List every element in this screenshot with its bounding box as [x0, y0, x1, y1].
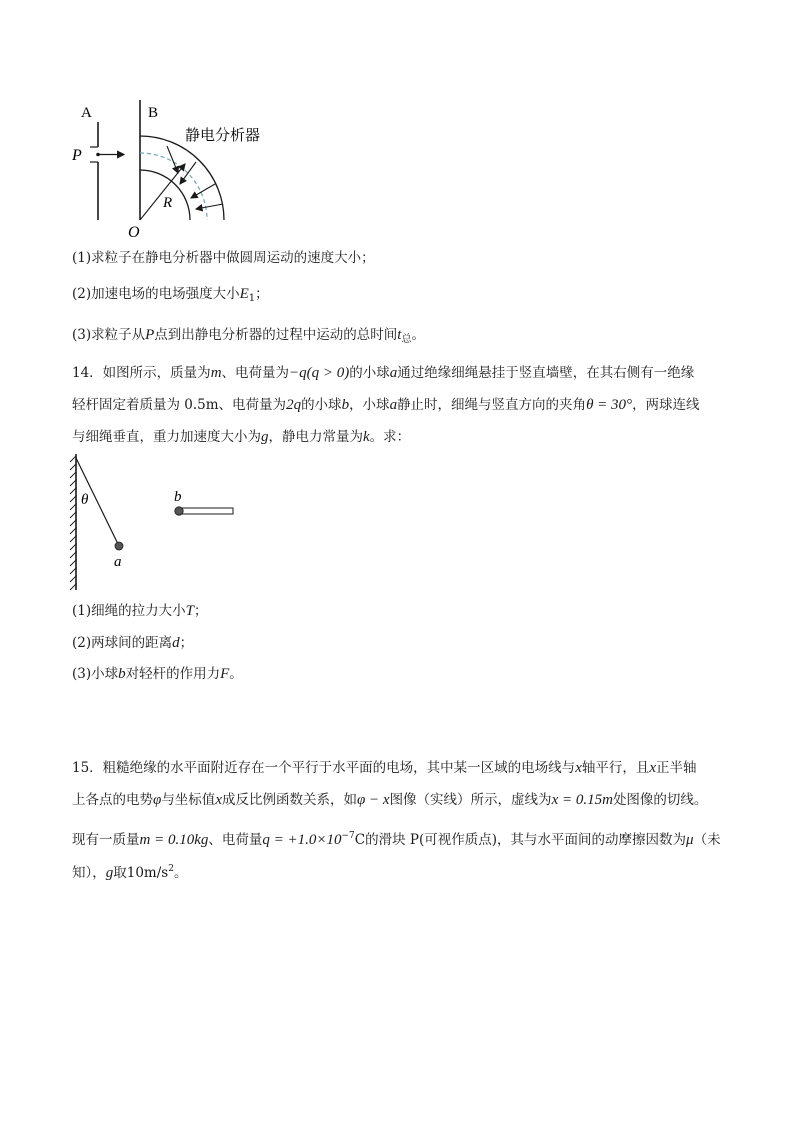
- label-ball-a: a: [114, 554, 122, 570]
- hanging-ball-figure: [66, 452, 246, 594]
- label-p: P: [72, 147, 82, 164]
- q14-part1: (1)细绳的拉力大小T；: [72, 603, 208, 619]
- q13-part1: (1)求粒子在静电分析器中做圆周运动的速度大小；: [72, 250, 375, 266]
- label-o: O: [128, 224, 140, 240]
- q14-part3: (3)小球b对轻杆的作用力F。: [72, 666, 243, 682]
- ball-b: [175, 507, 183, 515]
- label-r: R: [163, 195, 173, 211]
- analyzer-label: 静电分析器: [185, 126, 261, 144]
- label-b: B: [148, 105, 159, 121]
- q13-part3: (3)求粒子从P点到出静电分析器的过程中运动的总时间$t_总$。: [72, 327, 425, 345]
- q14-line3: 与细绳垂直，重力加速度大小为g，静电力常量为k。求：: [72, 429, 411, 445]
- q15-line2: 上各点的电势φ与坐标值x成反比例函数关系，如φ − x图像（实线）所示，虚线为x = 0.15m处图像的切线。: [72, 792, 708, 808]
- q14-part2: (2)两球间的距离d；: [72, 635, 194, 651]
- label-a: A: [81, 105, 92, 121]
- label-theta: θ: [81, 492, 89, 508]
- q15-line3: 现有一质量m = 0.10kg、电荷量$q = +1.0\times 10^{-7}C$的滑块 P(可视作质点)，其与水平面间的动摩擦因数为μ（未: [72, 831, 721, 848]
- q14-line1: 14．如图所示，质量为m、电荷量为−q(q > 0)的小球a通过绝缘细绳悬挂于竖直墙壁，在其右侧有一绝缘: [72, 365, 695, 381]
- q15-line4: 知），g取$10m/s^2$。: [72, 864, 188, 881]
- electrostatic-analyzer-figure: [68, 100, 288, 240]
- label-ball-b: b: [174, 489, 182, 505]
- ball-a: [115, 542, 123, 550]
- radius-line: [140, 164, 185, 220]
- rod: [180, 508, 233, 514]
- q15-line1: 15．粗糙绝缘的水平面附近存在一个平行于水平面的电场，其中某一区域的电场线与x轴平行，且x正半轴: [72, 760, 697, 776]
- q14-line2: 轻杆固定着质量为 0.5m、电荷量为2q的小球b，小球a静止时，细绳与竖直方向的夹角θ = 30°，两球连线: [72, 397, 700, 413]
- analyzer-outer-arc: [140, 136, 224, 220]
- q13-part2: (2)加速电场的电场强度大小$E_1$；: [72, 286, 269, 304]
